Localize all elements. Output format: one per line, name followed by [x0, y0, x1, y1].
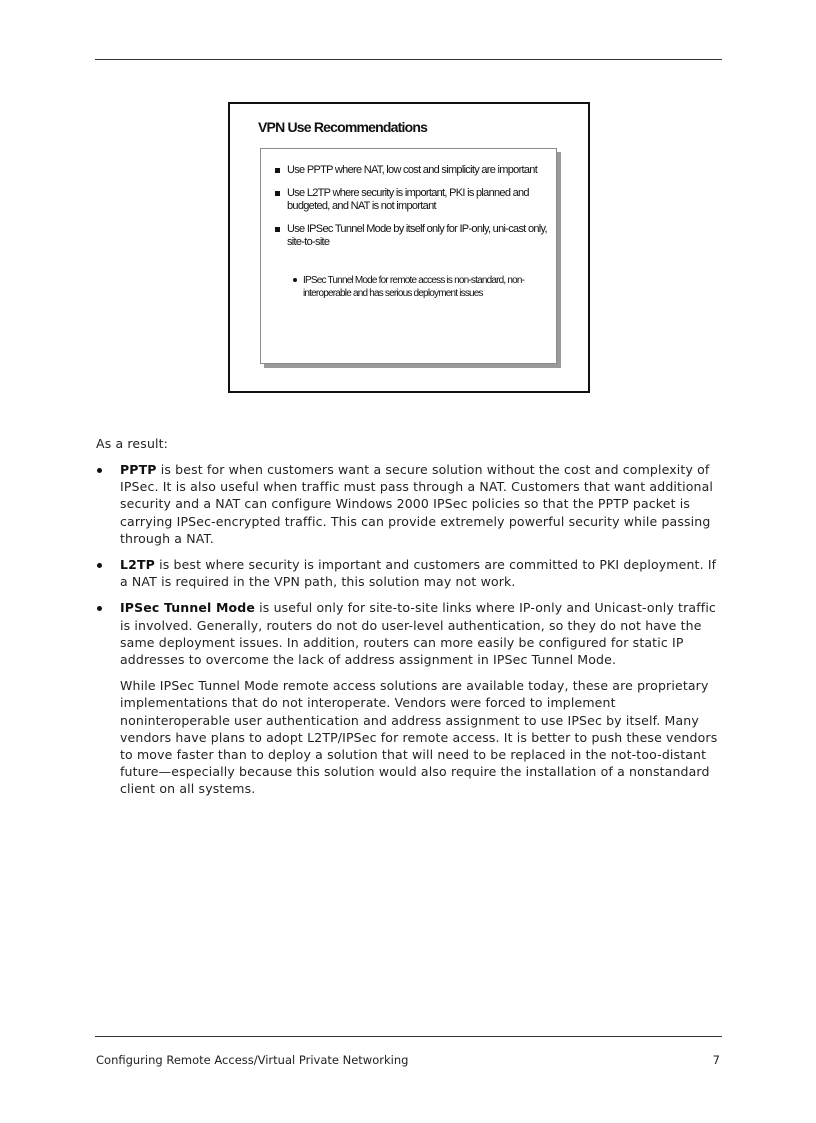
term-pptp: PPTP [120, 462, 157, 477]
footer-title: Configuring Remote Access/Virtual Private Networking [96, 1053, 409, 1067]
term-l2tp: L2TP [120, 557, 155, 573]
round-bullet-icon [97, 606, 102, 611]
slide-sub-bullet-text: IPSec Tunnel Mode for remote access is non-standard, non-interoperable and has serious deployment issues [303, 275, 525, 299]
round-bullet-icon [97, 468, 102, 473]
follow-paragraph: While IPSec Tunnel Mode remote access solutions are available today, these are proprietary implementations that do not interoperate. Vendors were forced to implement noninteroperable user authentication and address assignment to use IPSec by itself. Many vendors have plans to adopt L2TP/IPSec for remote access. It is better to push these vendors to move faster than to deploy a solution that will need to be replaced in the not-too-distant future—especially because this solution would also require the installation of a nonstandard client on all systems. [120, 678, 718, 797]
list-item-pptp [96, 461, 722, 547]
slide-bullet-text: Use IPSec Tunnel Mode by itself only for IP-only, uni-cast only, site-to-site [287, 223, 547, 248]
round-bullet-icon [97, 563, 102, 568]
page-number: 7 [712, 1053, 720, 1067]
slide-bullet [273, 223, 551, 249]
round-bullet-icon [293, 278, 297, 282]
slide-bullet-text: Use L2TP where security is important, PKI is planned and budgeted, and NAT is not important [287, 187, 529, 212]
slide-bullet [273, 164, 551, 177]
item-text: is best for when customers want a secure solution without the cost and complexity of IPSec. It is also useful when traffic must pass through a NAT. Customers that want additional security and a NAT can configure Windows 2000 IPSec policies so that the PPTP packet is carrying IPSec-encrypted traffic. This can provide extremely powerful security while passing through a NAT. [120, 462, 714, 546]
slide-sub-bullet [291, 274, 553, 300]
slide-bullet-text: Use PPTP where NAT, low cost and simplicity are important [287, 164, 538, 176]
footer-rule [95, 1036, 722, 1037]
list-item-ipsec [96, 599, 722, 668]
slide-content-box [260, 148, 557, 364]
square-bullet-icon [275, 227, 280, 232]
square-bullet-icon [275, 168, 280, 173]
intro-text: As a result: [96, 436, 169, 451]
slide-thumbnail [228, 102, 590, 393]
slide-bullet-list [273, 164, 551, 259]
body-bullet-list [96, 461, 722, 807]
slide-bullet [273, 187, 551, 213]
slide-title: VPN Use Recommendations [258, 119, 428, 135]
item-text: is best where security is important and customers are committed to PKI deployment. If a NAT is required in the VPN path, this solution may not work. [120, 557, 717, 590]
list-item-l2tp [96, 556, 722, 590]
item-text: is useful only for site-to-site links where IP-only and Unicast-only traffic is involved. Generally, routers do not do user-level authentication, so they do not have the same deployment issues. In addition, routers can more easily be configured for static IP addresses to overcome the lack of address assignment in IPSec Tunnel Mode. [120, 600, 716, 668]
square-bullet-icon [275, 191, 280, 196]
follow-paragraph-item [96, 677, 722, 797]
term-ipsec-tunnel-mode: IPSec Tunnel Mode [120, 600, 256, 616]
header-rule [95, 59, 722, 60]
